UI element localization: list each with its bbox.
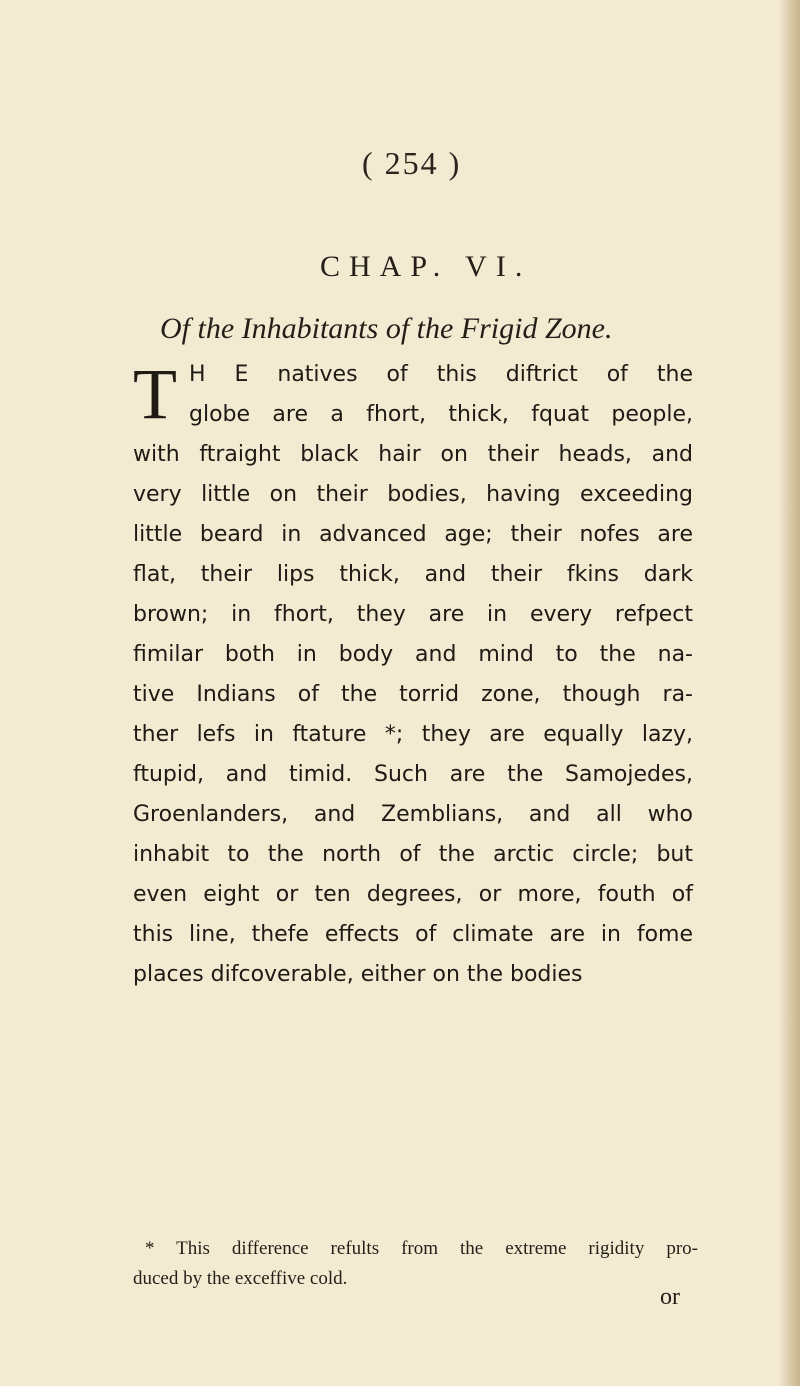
body-line: tive Indians of the torrid zone, though ra-	[133, 682, 693, 707]
footnote-line: * This difference refults from the extreme rigidity pro-	[145, 1238, 698, 1259]
chapter-subtitle: Of the Inhabitants of the Frigid Zone.	[160, 312, 613, 345]
footnote-line: duced by the exceffive cold.	[133, 1268, 348, 1289]
body-line: this line, thefe effects of climate are in fome	[133, 922, 693, 947]
body-line: globe are a fhort, thick, fquat people,	[189, 402, 693, 427]
body-line: brown; in fhort, they are in every refpect	[133, 602, 693, 627]
body-line: even eight or ten degrees, or more, fouth of	[133, 882, 693, 907]
body-line: little beard in advanced age; their nofes are	[133, 522, 693, 547]
body-line: inhabit to the north of the arctic circle; but	[133, 842, 693, 867]
body-line: very little on their bodies, having exceeding	[133, 482, 693, 507]
body-line: fimilar both in body and mind to the na-	[133, 642, 693, 667]
body-line: flat, their lips thick, and their fkins dark	[133, 562, 693, 587]
body-line: ftupid, and timid. Such are the Samojedes,	[133, 762, 693, 787]
body-line: Groenlanders, and Zemblians, and all who	[133, 802, 693, 827]
body-line: H E natives of this diftrict of the	[189, 362, 693, 387]
page-number: ( 254 )	[362, 145, 462, 181]
body-paragraph	[133, 355, 693, 995]
chapter-heading: CHAP. VI.	[320, 250, 532, 283]
body-line: ther lefs in ftature *; they are equally lazy,	[133, 722, 693, 747]
body-line: with ftraight black hair on their heads, and	[133, 442, 693, 467]
catchword: or	[660, 1284, 680, 1310]
drop-cap: T	[133, 354, 177, 434]
body-line: places difcoverable, either on the bodies	[133, 962, 583, 987]
page-edge-shadow	[778, 0, 800, 1386]
footnote	[133, 1234, 698, 1294]
